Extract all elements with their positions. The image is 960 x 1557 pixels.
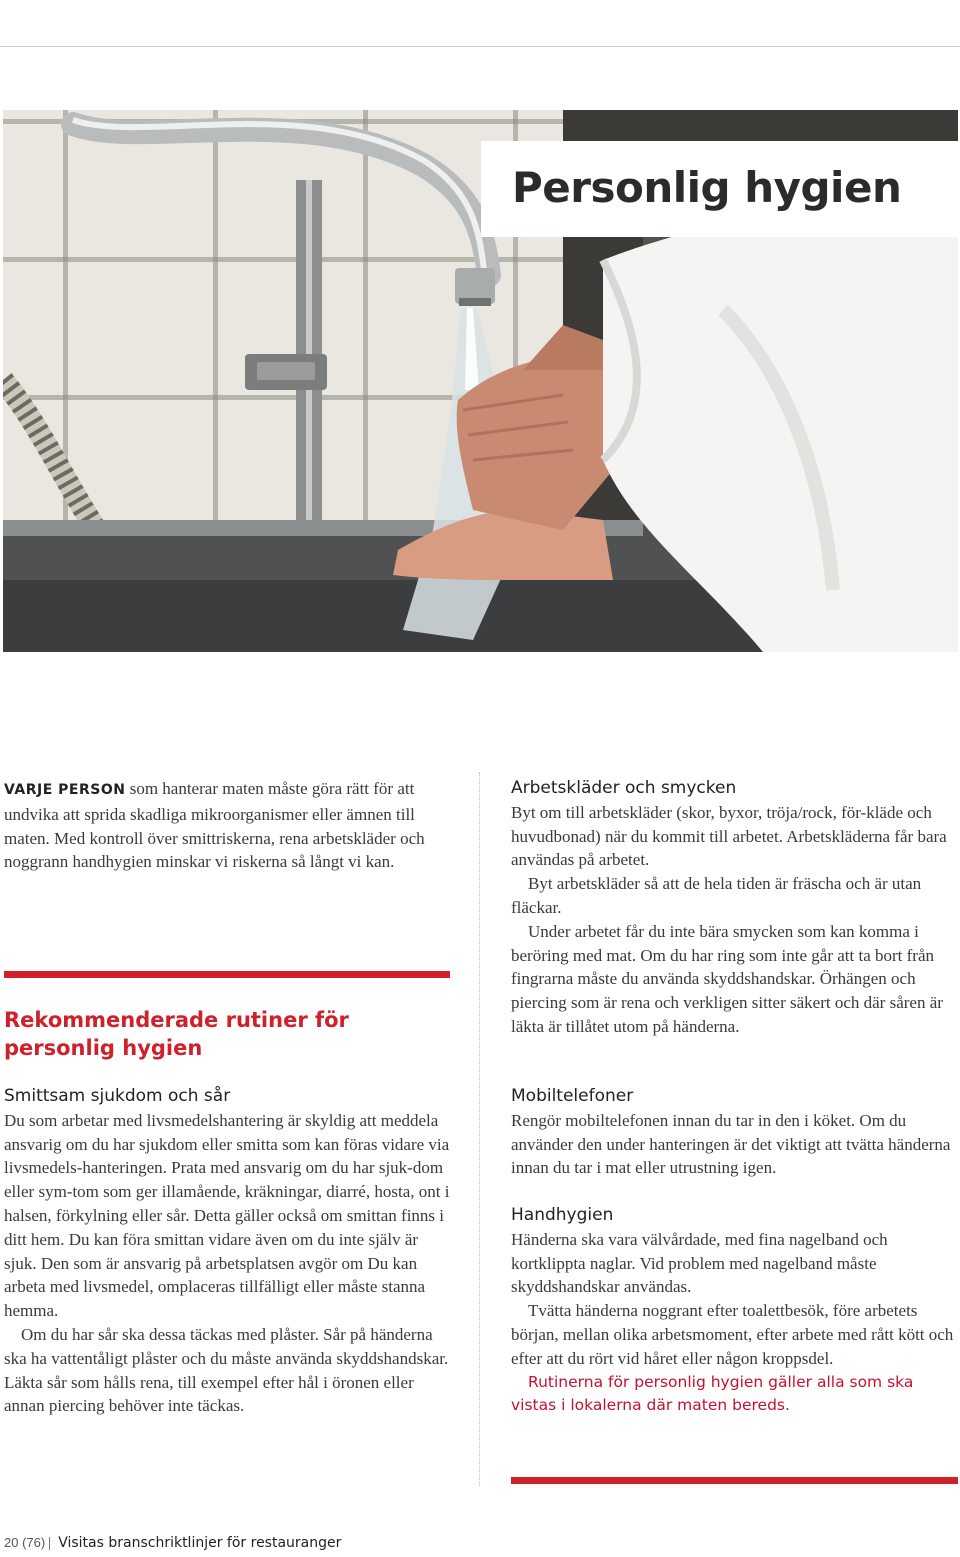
page-title: Personlig hygien	[512, 163, 902, 212]
intro-lead: VARJE PERSON	[4, 782, 126, 798]
arbetsklader-block	[511, 777, 960, 1039]
mobil-paragraph: Rengör mobiltelefonen innan du tar in den i köket. Om du använder den under hanteringen är det viktigt att tvätta händerna innan du tar i mat eller utrustning igen.	[511, 1110, 951, 1178]
intro-text: som hanterar maten måste göra rätt för att undvika att sprida skadliga mikroorganismer eller ämnen till maten. Med kontroll över smittriskerna, rena arbetskläder och noggrann handhygien minskar vi riskerna så långt vi kan.	[4, 779, 425, 872]
footer-separator	[49, 1537, 50, 1550]
column-divider	[479, 772, 480, 1486]
arbetsklader-paragraph-1: Byt om till arbetskläder (skor, byxor, tröja/rock, för-kläde och huvudbonad) när du kommit till arbetet. Arbetskläderna får bara användas på arbetet.	[511, 802, 947, 870]
smittsam-paragraph-2: Om du har sår ska dessa täckas med plåster. Sår på händerna ska ha vattentåligt plåster och du måste använda skyddshandskar. Läkta sår som hålls rena, till exempel efter hål i öronen eller annan piercing behöver inte täckas.	[4, 1324, 449, 1416]
page-number: 20 (76)	[4, 1535, 46, 1550]
arbetsklader-paragraph-3: Under arbetet får du inte bära smycken som kan komma i beröring med mat. Om du har ring som inte går att ta bort från fingrarna måste du använda skyddshandskar. Örhängen och piercing som är rena och verkligen sitter säkert och där såren är läkta är tillåtet utom på händerna.	[511, 921, 943, 1036]
smittsam-paragraph-1: Du som arbetar med livsmedelshantering är skyldig att meddela ansvarig om du har sjukdom eller smitta som kan föras vidare via livsmedels-hanteringen. Prata med ansvarig om du har sjuk-dom eller sym-tom som ger illamående, kräkningar, diarré, hosta, ont i halsen, förkylning eller sår. Detta gäller också om smittan finns i ditt hem. Du kan föra smittan vidare även om du inte själv är sjuk. Den som är ansvarig på arbetsplatsen avgör om Du kan arbeta med livsmedel, omplaceras tillfälligt eller måste stanna hemma.	[4, 1110, 450, 1321]
arbetsklader-paragraph-2: Byt arbetskläder så att de hela tiden är fräscha och är utan fläckar.	[511, 874, 922, 917]
top-rule	[0, 46, 960, 47]
handhygien-paragraph-1: Händerna ska vara välvårdade, med fina nagelband och kortklippta naglar. Vid problem med nagelband måste skyddshandskar användas.	[511, 1229, 888, 1297]
mobil-heading: Mobiltelefoner	[511, 1086, 634, 1106]
section-red-bar	[4, 971, 450, 978]
page-footer	[4, 1535, 341, 1551]
handhygien-paragraph-2: Tvätta händerna noggrant efter toalettbesök, före arbetets början, mellan olika arbetsmoment, efter arbete med rått kött och efter att du rört vid håret eller någon kroppsdel.	[511, 1301, 954, 1368]
smittsam-heading: Smittsam sjukdom och sår	[4, 1086, 231, 1106]
publication-title: Visitas branschriktlinjer för restauranger	[58, 1535, 342, 1551]
smittsam-block	[4, 1085, 450, 1418]
handhygien-heading: Handhygien	[511, 1205, 614, 1225]
handhygien-block	[511, 1204, 960, 1418]
bottom-red-bar	[511, 1477, 958, 1484]
intro-paragraph	[4, 777, 450, 874]
handhygien-note: Rutinerna för personlig hygien gäller alla som ska vistas i lokalerna där maten bereds.	[511, 1372, 914, 1415]
section-heading: Rekommenderade rutiner för personlig hygien	[4, 1008, 349, 1060]
title-box	[481, 141, 958, 237]
arbetsklader-heading: Arbetskläder och smycken	[511, 778, 737, 798]
mobil-block	[511, 1085, 960, 1180]
